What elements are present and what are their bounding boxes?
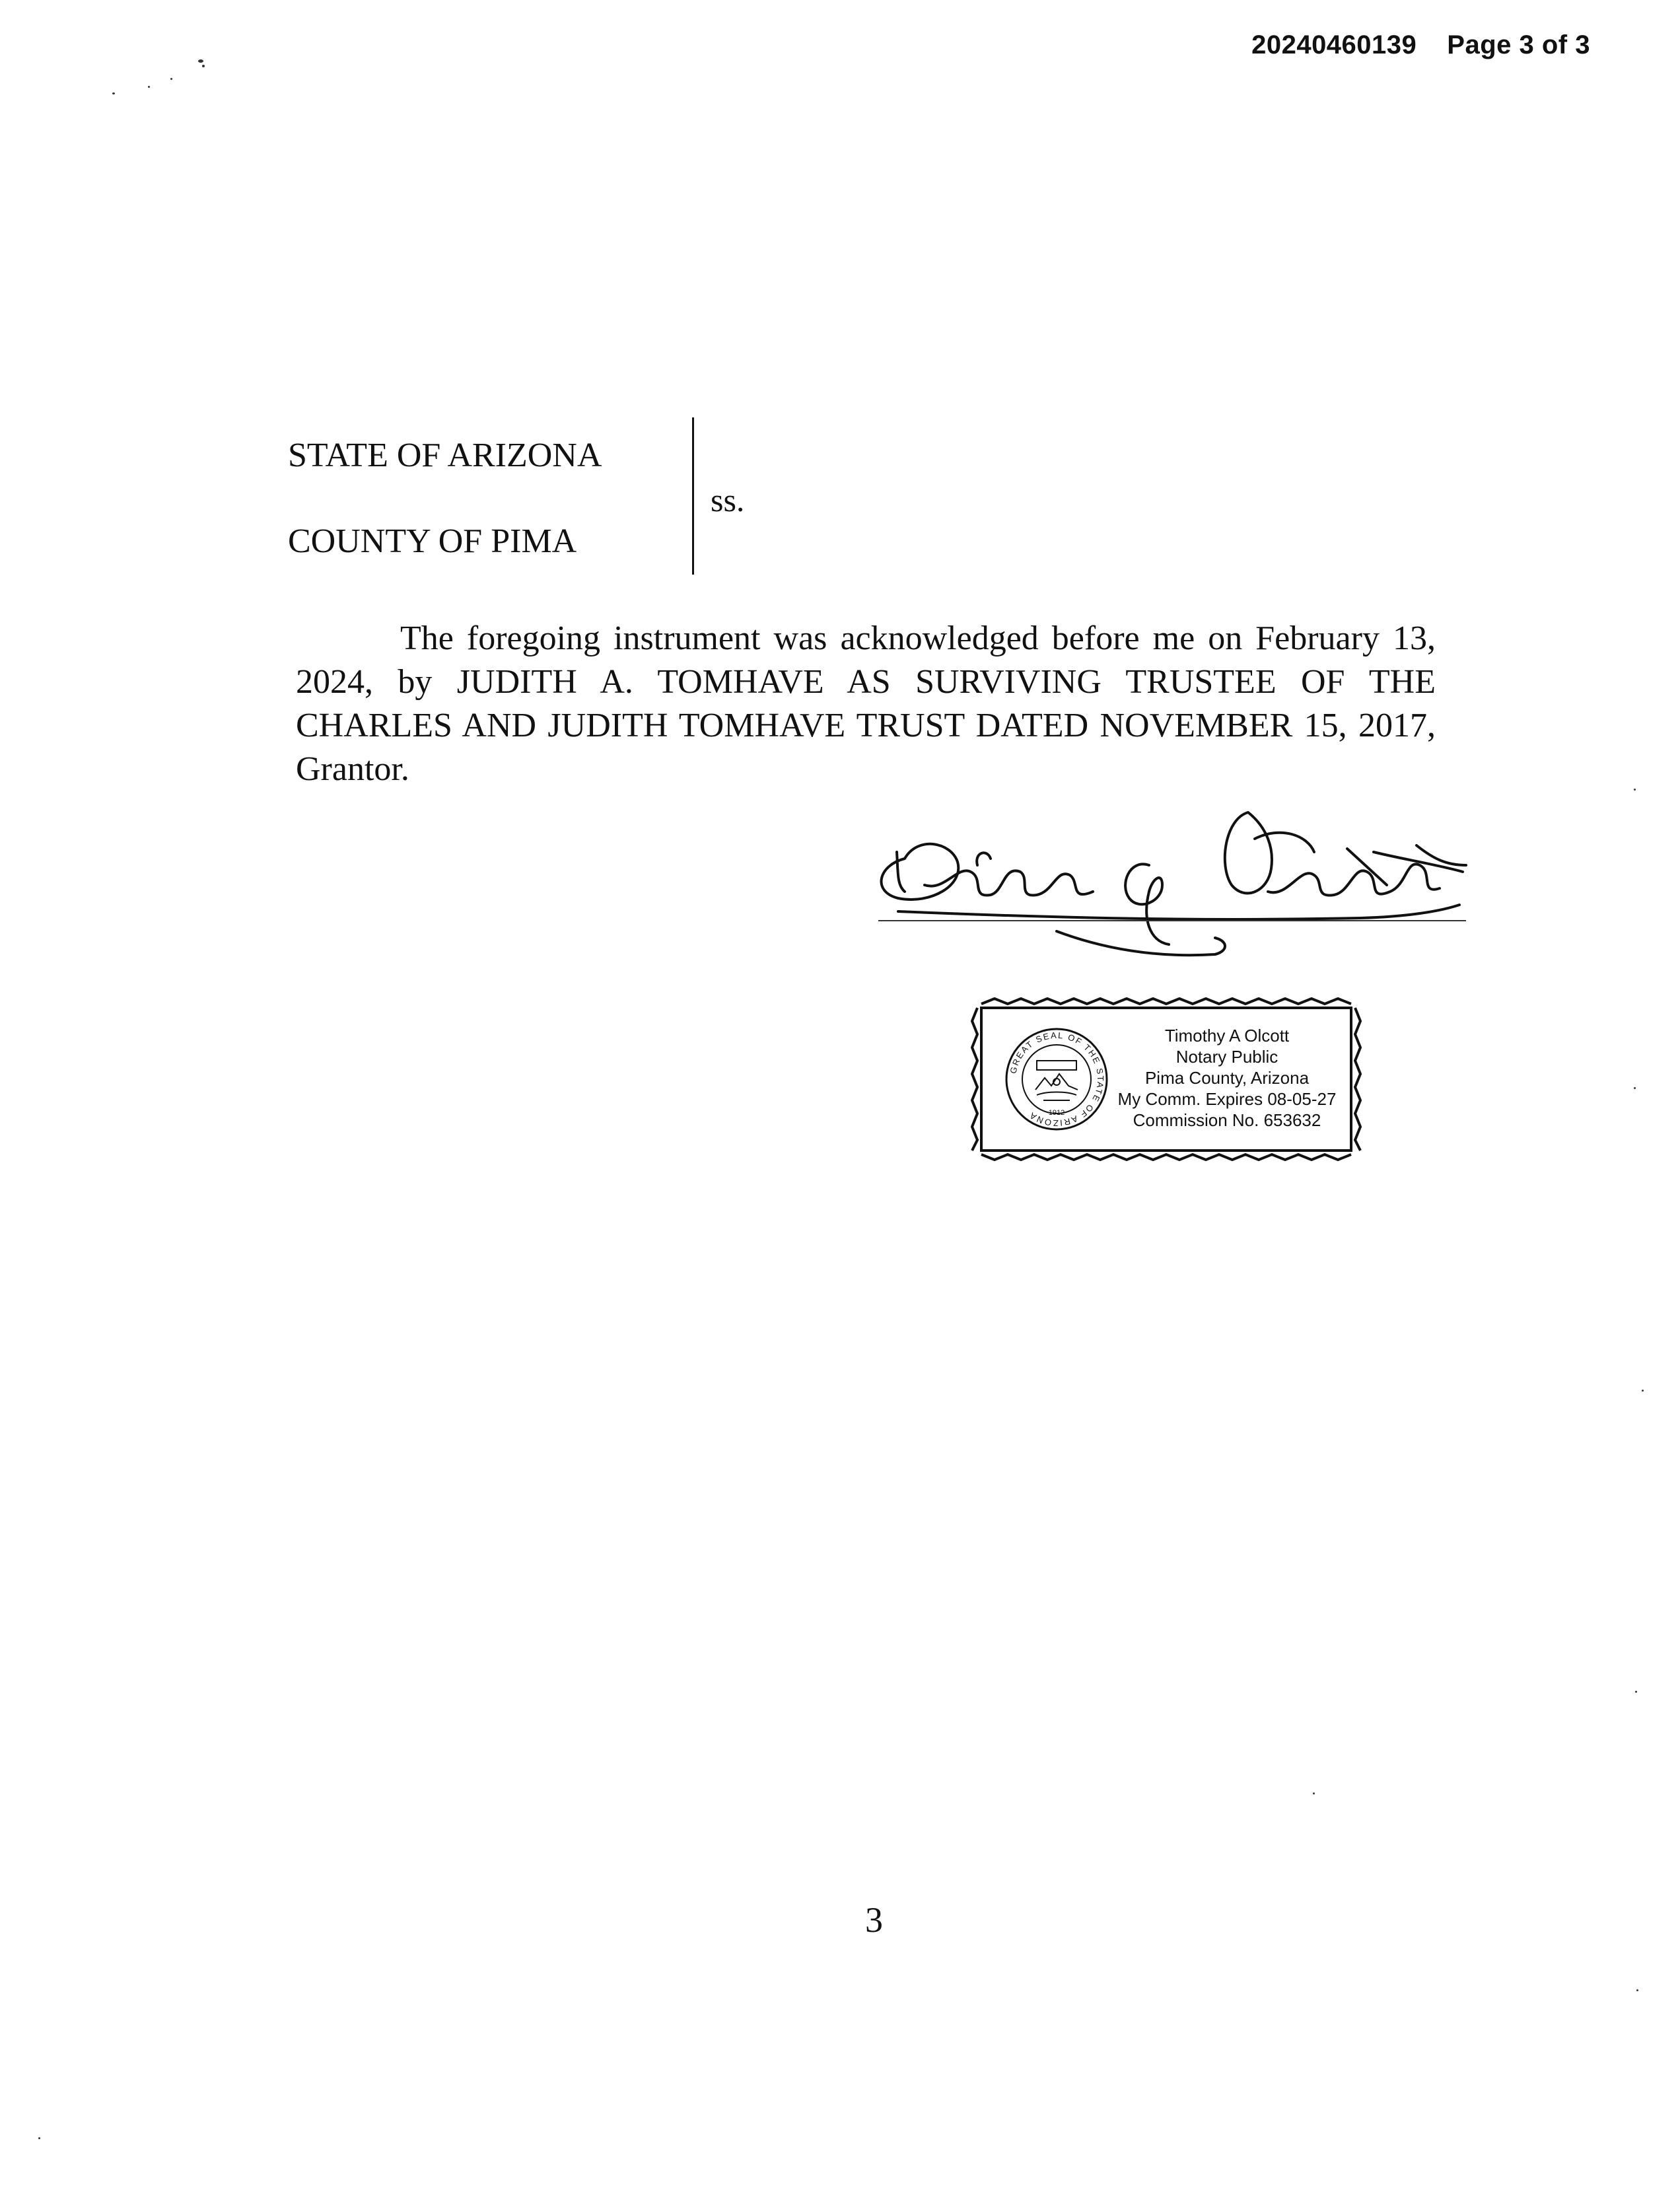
- seal-ring-text: GREAT SEAL OF THE STATE OF ARIZONA: [1008, 1030, 1106, 1129]
- scan-speck: [148, 86, 150, 88]
- scan-speck: [1635, 1691, 1637, 1693]
- scan-speck: [170, 78, 172, 80]
- notary-commission: Commission No. 653632: [1133, 1110, 1321, 1130]
- scan-speck: [198, 59, 203, 63]
- notary-title: Notary Public: [1175, 1047, 1278, 1067]
- venue-state: STATE OF ARIZONA: [288, 437, 602, 474]
- scan-speck: [202, 65, 205, 67]
- venue-brace-line: [692, 417, 694, 575]
- scan-speck: [38, 2137, 40, 2139]
- document-number: 20240460139: [1251, 30, 1417, 59]
- seal-year: 1912: [1048, 1109, 1065, 1117]
- notary-stamp: [971, 997, 1362, 1161]
- scan-speck: [1634, 1087, 1636, 1089]
- page-label: Page 3 of 3: [1447, 30, 1590, 59]
- signature-icon: [858, 786, 1473, 971]
- scan-speck: [112, 92, 115, 94]
- notary-expiration: My Comm. Expires 08-05-27: [1117, 1089, 1337, 1109]
- notary-name: Timothy A Olcott: [1164, 1026, 1290, 1046]
- acknowledgment-paragraph: The foregoing instrument was acknowledged before me on February 13, 2024, by JUDITH A. TOMHAVE AS SURVIVING TRUSTEE OF THE CHARLES AND JUDITH TOMHAVE TRUST DATED NOVEMBER 15, 2017, Grantor.: [296, 620, 1436, 788]
- great-seal-icon: [1004, 1026, 1109, 1132]
- notary-county: Pima County, Arizona: [1144, 1068, 1310, 1088]
- venue-block: [288, 417, 829, 575]
- recording-header: [1251, 30, 1590, 60]
- scan-speck: [1642, 1390, 1644, 1392]
- scan-speck: [1313, 1792, 1315, 1794]
- venue-county: COUNTY OF PIMA: [288, 522, 577, 560]
- stamp-text-block: [1115, 1025, 1339, 1131]
- notary-signature: [858, 786, 1473, 971]
- scan-speck: [1634, 789, 1636, 791]
- venue-ss: ss.: [711, 481, 745, 518]
- page-number: 3: [865, 1900, 883, 1940]
- scan-speck: [1636, 1989, 1638, 1991]
